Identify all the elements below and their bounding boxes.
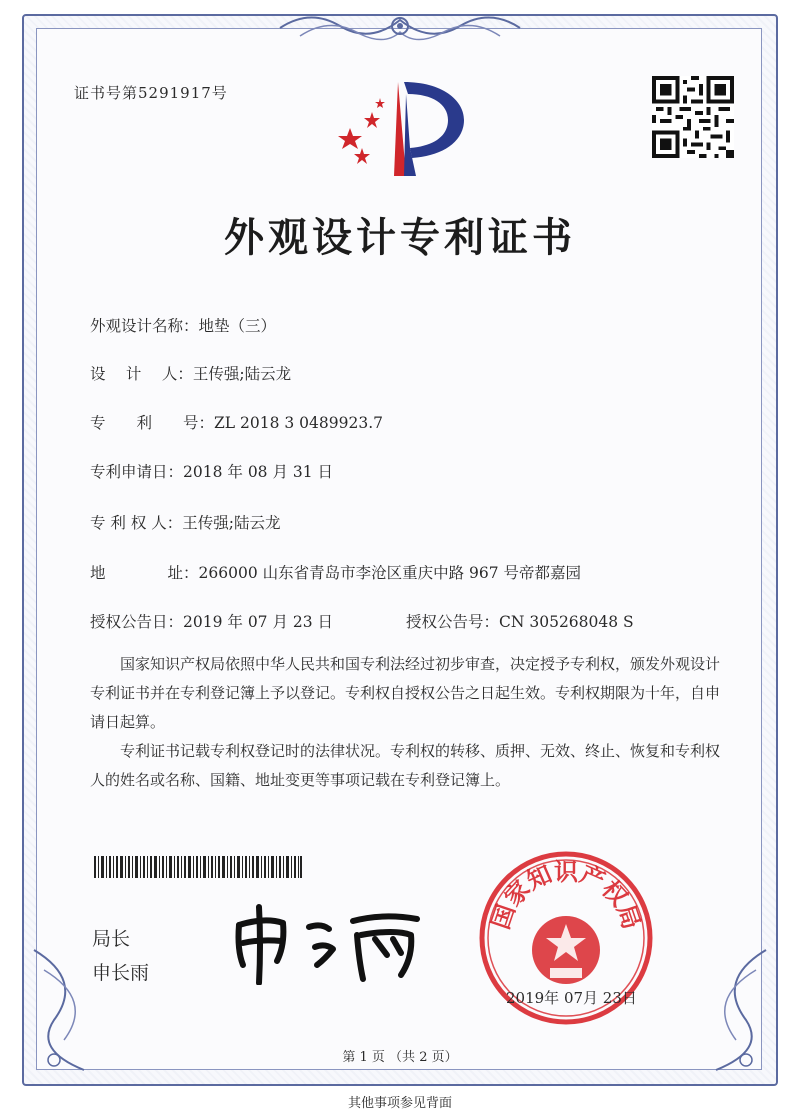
- certificate-number: 证书号第5291917号: [74, 84, 228, 102]
- address-row: [90, 561, 581, 583]
- qr-code-icon: [652, 76, 734, 158]
- patent-number-value: ZL 2018 3 0489923.7: [214, 414, 383, 432]
- cnipa-emblem-icon: [332, 76, 472, 186]
- address-label: 地 址：: [90, 564, 199, 582]
- patentee-label: 专 利 权 人：: [90, 514, 183, 532]
- application-date-label: 专利申请日：: [90, 463, 184, 481]
- patent-number-row: [90, 411, 383, 433]
- application-date-value: 2018 年 08 月 31 日: [183, 463, 334, 481]
- seal-text: 国家知识产权局: [486, 858, 646, 933]
- patentee-value: 王传强;陆云龙: [182, 514, 281, 532]
- patentee-row: [90, 511, 281, 533]
- designer-label: 设 计 人：: [90, 365, 193, 383]
- grant-date-value: 2019 年 07 月 23 日: [183, 613, 334, 631]
- body-paragraph-1: 国家知识产权局依照中华人民共和国专利法经过初步审查，决定授予专利权，颁发外观设计专利证书并在专利登记簿上予以登记。专利权自授权公告之日起生效。专利权期限为十年，自申请日起算。: [90, 655, 721, 731]
- address-value: 266000 山东省青岛市李沧区重庆中路 967 号帝都嘉园: [198, 564, 582, 582]
- seal-date: 2019年 07月 23日: [506, 989, 637, 1007]
- footer-note: 其他事项参见背面: [347, 1096, 452, 1111]
- director-signature-icon: [225, 895, 425, 985]
- director-name: 申长雨: [92, 962, 150, 984]
- design-name-value: 地垫（三）: [198, 317, 277, 335]
- designer-row: [90, 362, 291, 384]
- top-ornament: [270, 6, 530, 50]
- patent-number-label: 专 利 号：: [90, 414, 215, 432]
- grant-date-row: [90, 610, 333, 632]
- director-role: 局长: [92, 928, 131, 950]
- grant-number-row: [406, 610, 634, 632]
- grant-number-value: CN 305268048 S: [499, 613, 634, 631]
- grant-number-label: 授权公告号：: [406, 613, 500, 631]
- certificate-body: [90, 650, 720, 795]
- barcode-icon: [94, 856, 302, 878]
- design-name-label: 外观设计名称：: [90, 317, 199, 335]
- page-number: 第 1 页 （共 2 页）: [342, 1050, 458, 1065]
- body-paragraph-2: 专利证书记载专利权登记时的法律状况。专利权的转移、质押、无效、终止、恢复和专利权人的姓名或名称、国籍、地址变更等事项记载在专利登记簿上。: [90, 742, 721, 789]
- design-name-row: [90, 314, 276, 336]
- application-date-row: [90, 460, 333, 482]
- designer-value: 王传强;陆云龙: [192, 365, 292, 383]
- grant-date-label: 授权公告日：: [90, 613, 184, 631]
- certificate-title: 外观设计专利证书: [224, 214, 576, 261]
